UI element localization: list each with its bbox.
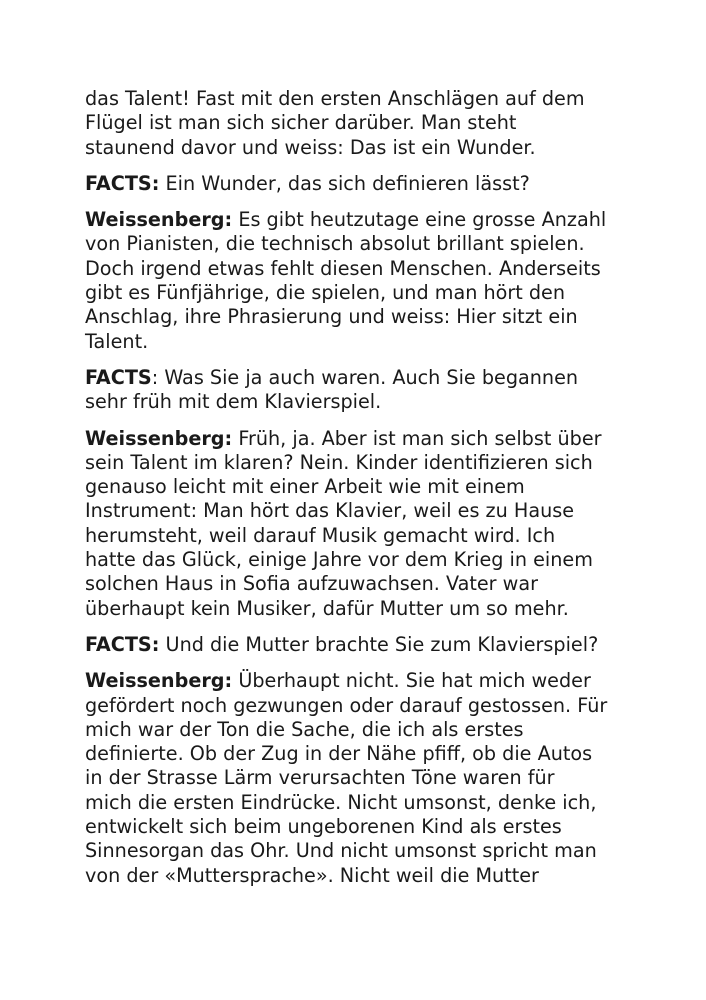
text-line: [85, 548, 625, 572]
line-text: Doch irgend etwas fehlt diesen Menschen. Anderseits: [85, 256, 601, 280]
line-text: gibt es Fünfjährige, die spielen, und man hört den: [85, 281, 566, 305]
text-line: [85, 669, 625, 693]
line-text: Flügel ist man sich sicher darüber. Man steht: [85, 111, 517, 135]
text-line: [85, 232, 625, 256]
line-text: Talent.: [85, 329, 149, 353]
text-line: [85, 366, 625, 390]
text-line: [85, 136, 625, 160]
line-text: genauso leicht mit einer Arbeit wie mit einem: [85, 475, 525, 499]
line-text: definierte. Ob der Zug in der Nähe pfiff, ob die Autos: [85, 742, 593, 766]
line-text: überhaupt kein Musiker, dafür Mutter um so mehr.: [85, 596, 569, 620]
text-line: [85, 694, 625, 718]
speaker-label: Weissenberg:: [85, 669, 233, 693]
paragraph: [85, 208, 625, 354]
line-text: das Talent! Fast mit den ersten Anschlägen auf dem: [85, 87, 585, 110]
line-text: gefördert noch gezwungen oder darauf gestossen. Für: [85, 693, 608, 717]
text-line: [85, 87, 625, 111]
line-text: mich die ersten Eindrücke. Nicht umsonst, denke ich,: [85, 790, 597, 814]
text-line: [85, 524, 625, 548]
speaker-label: FACTS: [85, 365, 152, 389]
line-text: staunend davor und weiss: Das ist ein Wunder.: [85, 135, 536, 159]
text-line: [85, 111, 625, 135]
line-text: Ein Wunder, das sich definieren lässt?: [159, 171, 530, 195]
paragraph: [85, 633, 625, 657]
line-text: Anschlag, ihre Phrasierung und weiss: Hier sitzt ein: [85, 305, 578, 329]
line-text: hatte das Glück, einige Jahre vor dem Krieg in einem: [85, 548, 593, 572]
text-line: [85, 390, 625, 414]
text-line: [85, 208, 625, 232]
line-text: entwickelt sich beim ungeborenen Kind als erstes: [85, 815, 562, 839]
text-line: [85, 305, 625, 329]
text-line: [85, 475, 625, 499]
line-text: sehr früh mit dem Klavierspiel.: [85, 390, 382, 414]
speaker-label: FACTS:: [85, 632, 160, 656]
line-text: : Was Sie ja auch waren. Auch Sie begannen: [151, 365, 579, 389]
line-text: solchen Haus in Sofia aufzuwachsen. Vater war: [85, 572, 539, 596]
paragraph: [85, 172, 625, 196]
text-line: [85, 815, 625, 839]
text-line: [85, 281, 625, 305]
line-text: Früh, ja. Aber ist man sich selbst über: [232, 426, 602, 450]
paragraph: [85, 366, 625, 415]
line-text: sein Talent im klaren? Nein. Kinder identifizieren sich: [85, 450, 593, 474]
text-line: [85, 791, 625, 815]
line-text: von Pianisten, die technisch absolut brillant spielen.: [85, 232, 585, 256]
line-text: Sinnesorgan das Ohr. Und nicht umsonst spricht man: [85, 839, 597, 863]
text-line: [85, 427, 625, 451]
text-line: [85, 257, 625, 281]
line-text: mich war der Ton die Sache, die ich als erstes: [85, 717, 524, 741]
line-text: Überhaupt nicht. Sie hat mich weder: [232, 669, 591, 693]
paragraph: [85, 87, 625, 160]
line-text: herumsteht, weil darauf Musik gemacht wird. Ich: [85, 523, 556, 547]
line-text: Es gibt heutzutage eine grosse Anzahl: [232, 208, 607, 232]
paragraph: [85, 427, 625, 621]
text-line: [85, 597, 625, 621]
speaker-label: Weissenberg:: [85, 208, 233, 232]
text-line: [85, 766, 625, 790]
line-text: Instrument: Man hört das Klavier, weil es zu Hause: [85, 499, 575, 523]
text-line: [85, 718, 625, 742]
speaker-label: Weissenberg:: [85, 426, 233, 450]
line-text: Und die Mutter brachte Sie zum Klavierspiel?: [159, 632, 599, 656]
speaker-label: FACTS:: [85, 171, 160, 195]
line-text: von der «Muttersprache». Nicht weil die Mutter: [85, 863, 539, 887]
document-page: [85, 87, 625, 900]
text-line: [85, 499, 625, 523]
text-line: [85, 330, 625, 354]
text-line: [85, 572, 625, 596]
text-line: [85, 633, 625, 657]
text-line: [85, 451, 625, 475]
line-text: in der Strasse Lärm verursachten Töne waren für: [85, 766, 555, 790]
text-line: [85, 864, 625, 888]
text-line: [85, 839, 625, 863]
text-line: [85, 172, 625, 196]
text-line: [85, 742, 625, 766]
paragraph: [85, 669, 625, 888]
